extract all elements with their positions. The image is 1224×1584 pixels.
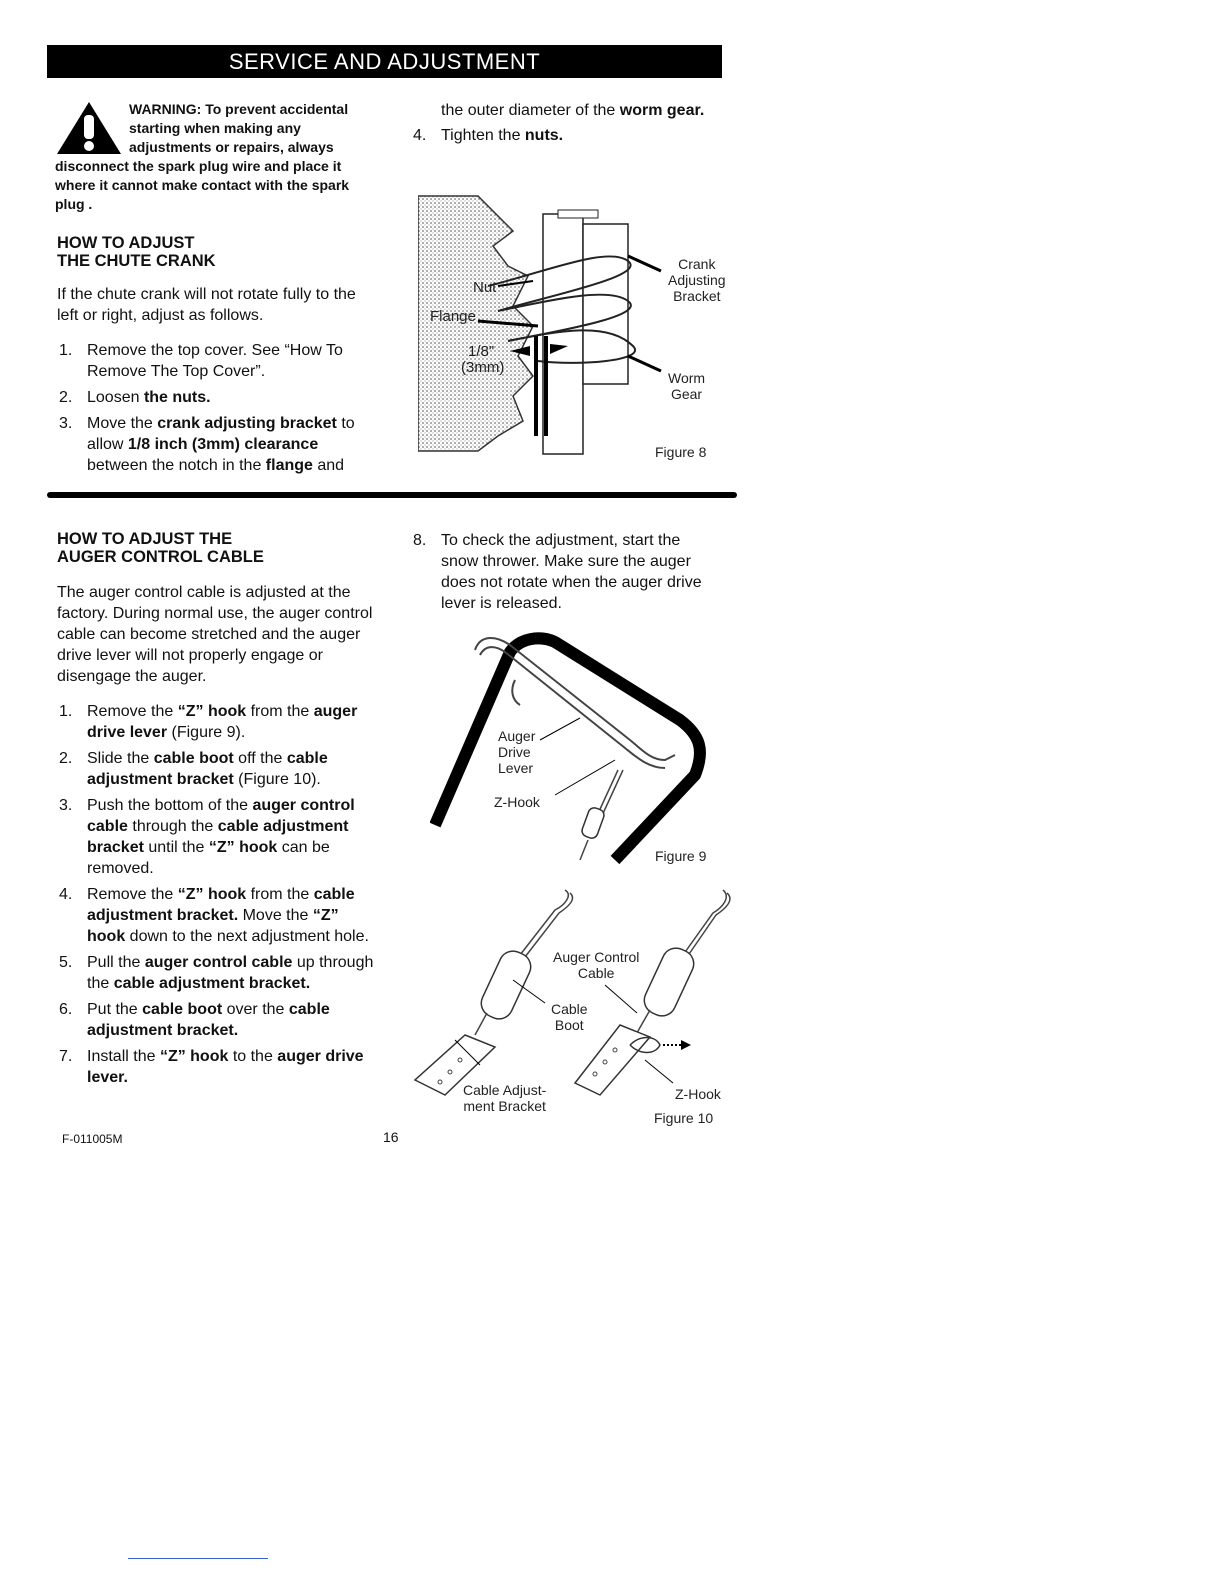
chute-intro: If the chute crank will not rotate fully to the left or right, adjust as follows.	[57, 286, 356, 324]
fig8-label-nut: Nut	[473, 279, 497, 296]
label-line: Cable Adjust-	[463, 1082, 547, 1098]
fig10-label-zhook: Z-Hook	[675, 1086, 721, 1102]
figure-9-drawing	[430, 630, 730, 865]
auger-step-2	[57, 748, 377, 790]
step-text: until the	[143, 839, 209, 856]
step-text: to allow	[87, 415, 355, 453]
fig8-label-worm-gear	[668, 370, 705, 402]
step-text: Pull the	[87, 954, 145, 971]
label-line: Worm	[668, 370, 706, 386]
step-text: Push the bottom of the	[87, 797, 253, 814]
auger-heading-line1: HOW TO ADJUST THE	[57, 530, 233, 548]
warning-triangle-icon	[55, 100, 123, 156]
label-line: Adjusting	[668, 272, 726, 288]
chute-continued	[411, 100, 711, 151]
fig10-label-cable-boot	[551, 1001, 588, 1033]
step-text: Slide the	[87, 750, 154, 767]
chute-section	[57, 234, 377, 481]
step-text: over the	[222, 1001, 289, 1018]
label-line: Boot	[554, 1017, 584, 1033]
step-text: to the	[228, 1048, 278, 1065]
chute-steps	[57, 340, 377, 476]
label-line: ment Bracket	[463, 1098, 546, 1114]
step-bold: “Z” hook	[87, 907, 339, 945]
section-banner: SERVICE AND ADJUSTMENT	[47, 45, 722, 78]
fig8-label-gap-mm: (3mm)	[461, 359, 505, 376]
figure-8	[418, 186, 738, 466]
step-bold: “Z” hook	[177, 703, 247, 720]
footer-code: F-011005M	[62, 1132, 123, 1146]
step-bold: crank adjusting bracket	[157, 415, 337, 432]
step-bold: cable adjustment bracket.	[113, 975, 311, 992]
step-text: Tighten the	[441, 127, 525, 144]
step-bold: auger drive lever	[87, 703, 358, 741]
warning-block	[55, 100, 375, 214]
fig10-label-cable-adjustment-bracket	[463, 1082, 546, 1114]
auger-step-8-list	[411, 530, 721, 614]
warning-label: WARNING:	[129, 101, 202, 117]
chute-step-4	[411, 125, 711, 146]
step-number: 5.	[59, 954, 73, 971]
step-number: 3.	[59, 797, 73, 814]
figure-10	[405, 885, 735, 1130]
step-number: 6.	[59, 1001, 73, 1018]
auger-heading	[57, 530, 377, 566]
auger-step-7	[57, 1046, 377, 1088]
step-bold: “Z” hook	[208, 839, 278, 856]
step-text: through the	[127, 818, 218, 835]
auger-intro: The auger control cable is adjusted at the factory. During normal use, the auger control cable can become stretched and the auger drive lever will not properly engage or disengage the auger.	[57, 584, 373, 685]
label-line: Crank	[678, 256, 716, 272]
auger-section	[57, 530, 377, 1093]
auger-steps	[57, 701, 377, 1088]
step-text: Move the	[87, 415, 158, 432]
fig9-label-auger-drive-lever	[498, 728, 535, 776]
fig8-label-crank-bracket	[668, 256, 726, 304]
step-number: 4.	[59, 886, 73, 903]
step-bold: the nuts.	[143, 389, 211, 406]
auger-step-6	[57, 999, 377, 1041]
step-number: 2.	[59, 389, 73, 406]
step-text: the outer diameter of the	[441, 102, 620, 119]
step-bold: cable adjustment bracket.	[87, 886, 355, 924]
warning-text: To prevent accidental starting when making any adjustments or repairs, always disconnect the spark plug wire and place it where it cannot make contact with the spark plug .	[55, 101, 350, 212]
step-bold: cable boot	[142, 1001, 223, 1018]
step-text: Install the	[87, 1048, 160, 1065]
figure-9	[430, 630, 730, 865]
step-text: off the	[233, 750, 287, 767]
bottom-rule	[128, 1558, 268, 1559]
step-bold: cable adjustment bracket	[87, 750, 328, 788]
auger-step-3	[57, 795, 377, 879]
label-line: Bracket	[673, 288, 721, 304]
step-number: 8.	[413, 532, 427, 549]
step-bold: auger control cable	[144, 954, 293, 971]
step-bold: “Z” hook	[177, 886, 247, 903]
step-text: Move the	[238, 907, 313, 924]
step-bold: auger control cable	[87, 797, 355, 835]
step-bold: cable adjustment bracket	[87, 818, 349, 856]
auger-step-1	[57, 701, 377, 743]
label-line: Lever	[498, 760, 534, 776]
step-text: Remove the	[87, 886, 178, 903]
figure-8-drawing	[418, 186, 738, 466]
step-number: 2.	[59, 750, 73, 767]
step-text: Loosen	[87, 389, 144, 406]
fig9-label-zhook: Z-Hook	[494, 794, 540, 810]
label-line: Cable	[551, 1001, 588, 1017]
step-number: 1.	[59, 342, 73, 359]
label-line: Gear	[670, 386, 703, 402]
step-text: To check the adjustment, start the snow thrower. Make sure the auger does not rotate when the auger drive lever is released.	[441, 532, 702, 612]
step-text: Remove the top cover. See “How To Remove The Top Cover”.	[87, 342, 343, 380]
label-line: Cable	[577, 965, 615, 981]
step-number: 3.	[59, 415, 73, 432]
step-text: (Figure 9).	[167, 724, 246, 741]
chute-step-1	[57, 340, 377, 382]
auger-heading-line2: AUGER CONTROL CABLE	[57, 548, 264, 566]
step-text: from the	[246, 703, 314, 720]
step3-continued	[411, 100, 711, 121]
fig9-caption: Figure 9	[655, 848, 707, 864]
step-text: Remove the	[87, 703, 178, 720]
step-bold: flange	[265, 457, 313, 474]
step-number: 4.	[413, 127, 427, 144]
auger-step-4	[57, 884, 377, 947]
step-bold: 1/8 inch (3mm) clearance	[127, 436, 319, 453]
step-text: and	[312, 457, 345, 474]
step-bold: worm gear.	[619, 102, 705, 119]
section-divider	[47, 492, 737, 498]
step-text: between the notch in the	[87, 457, 266, 474]
fig8-label-flange: Flange	[430, 308, 476, 325]
step-bold: nuts.	[524, 127, 564, 144]
step-number: 7.	[59, 1048, 73, 1065]
chute-step-3	[57, 413, 377, 476]
label-line: Auger Control	[553, 949, 640, 965]
step-text: Put the	[87, 1001, 143, 1018]
step-bold: cable adjustment bracket.	[87, 1001, 330, 1039]
chute-heading	[57, 234, 377, 270]
fig10-caption: Figure 10	[654, 1110, 714, 1126]
step-text: can be removed.	[87, 839, 330, 877]
fig8-label-gap-inch: 1/8"	[468, 343, 495, 360]
step-number: 1.	[59, 703, 73, 720]
chute-heading-line1: HOW TO ADJUST	[57, 234, 195, 252]
label-line: Drive	[498, 744, 531, 760]
chute-heading-line2: THE CHUTE CRANK	[57, 252, 216, 270]
step-text: up through the	[87, 954, 374, 992]
auger-step-5	[57, 952, 377, 994]
auger-step-8-block	[411, 530, 721, 619]
step-bold: “Z” hook	[159, 1048, 229, 1065]
step-text: from the	[246, 886, 314, 903]
step-text: down to the next adjustment hole.	[125, 928, 369, 945]
step-bold: auger drive lever.	[87, 1048, 364, 1086]
fig10-label-auger-control-cable	[553, 949, 639, 981]
step-text: (Figure 10).	[233, 771, 321, 788]
chute-step-4-list	[411, 125, 711, 146]
step-bold: cable boot	[153, 750, 234, 767]
label-line: Auger	[498, 728, 536, 744]
page-number: 16	[383, 1129, 399, 1145]
auger-step-8	[411, 530, 721, 614]
fig8-caption: Figure 8	[655, 444, 707, 460]
chute-step-2	[57, 387, 377, 408]
